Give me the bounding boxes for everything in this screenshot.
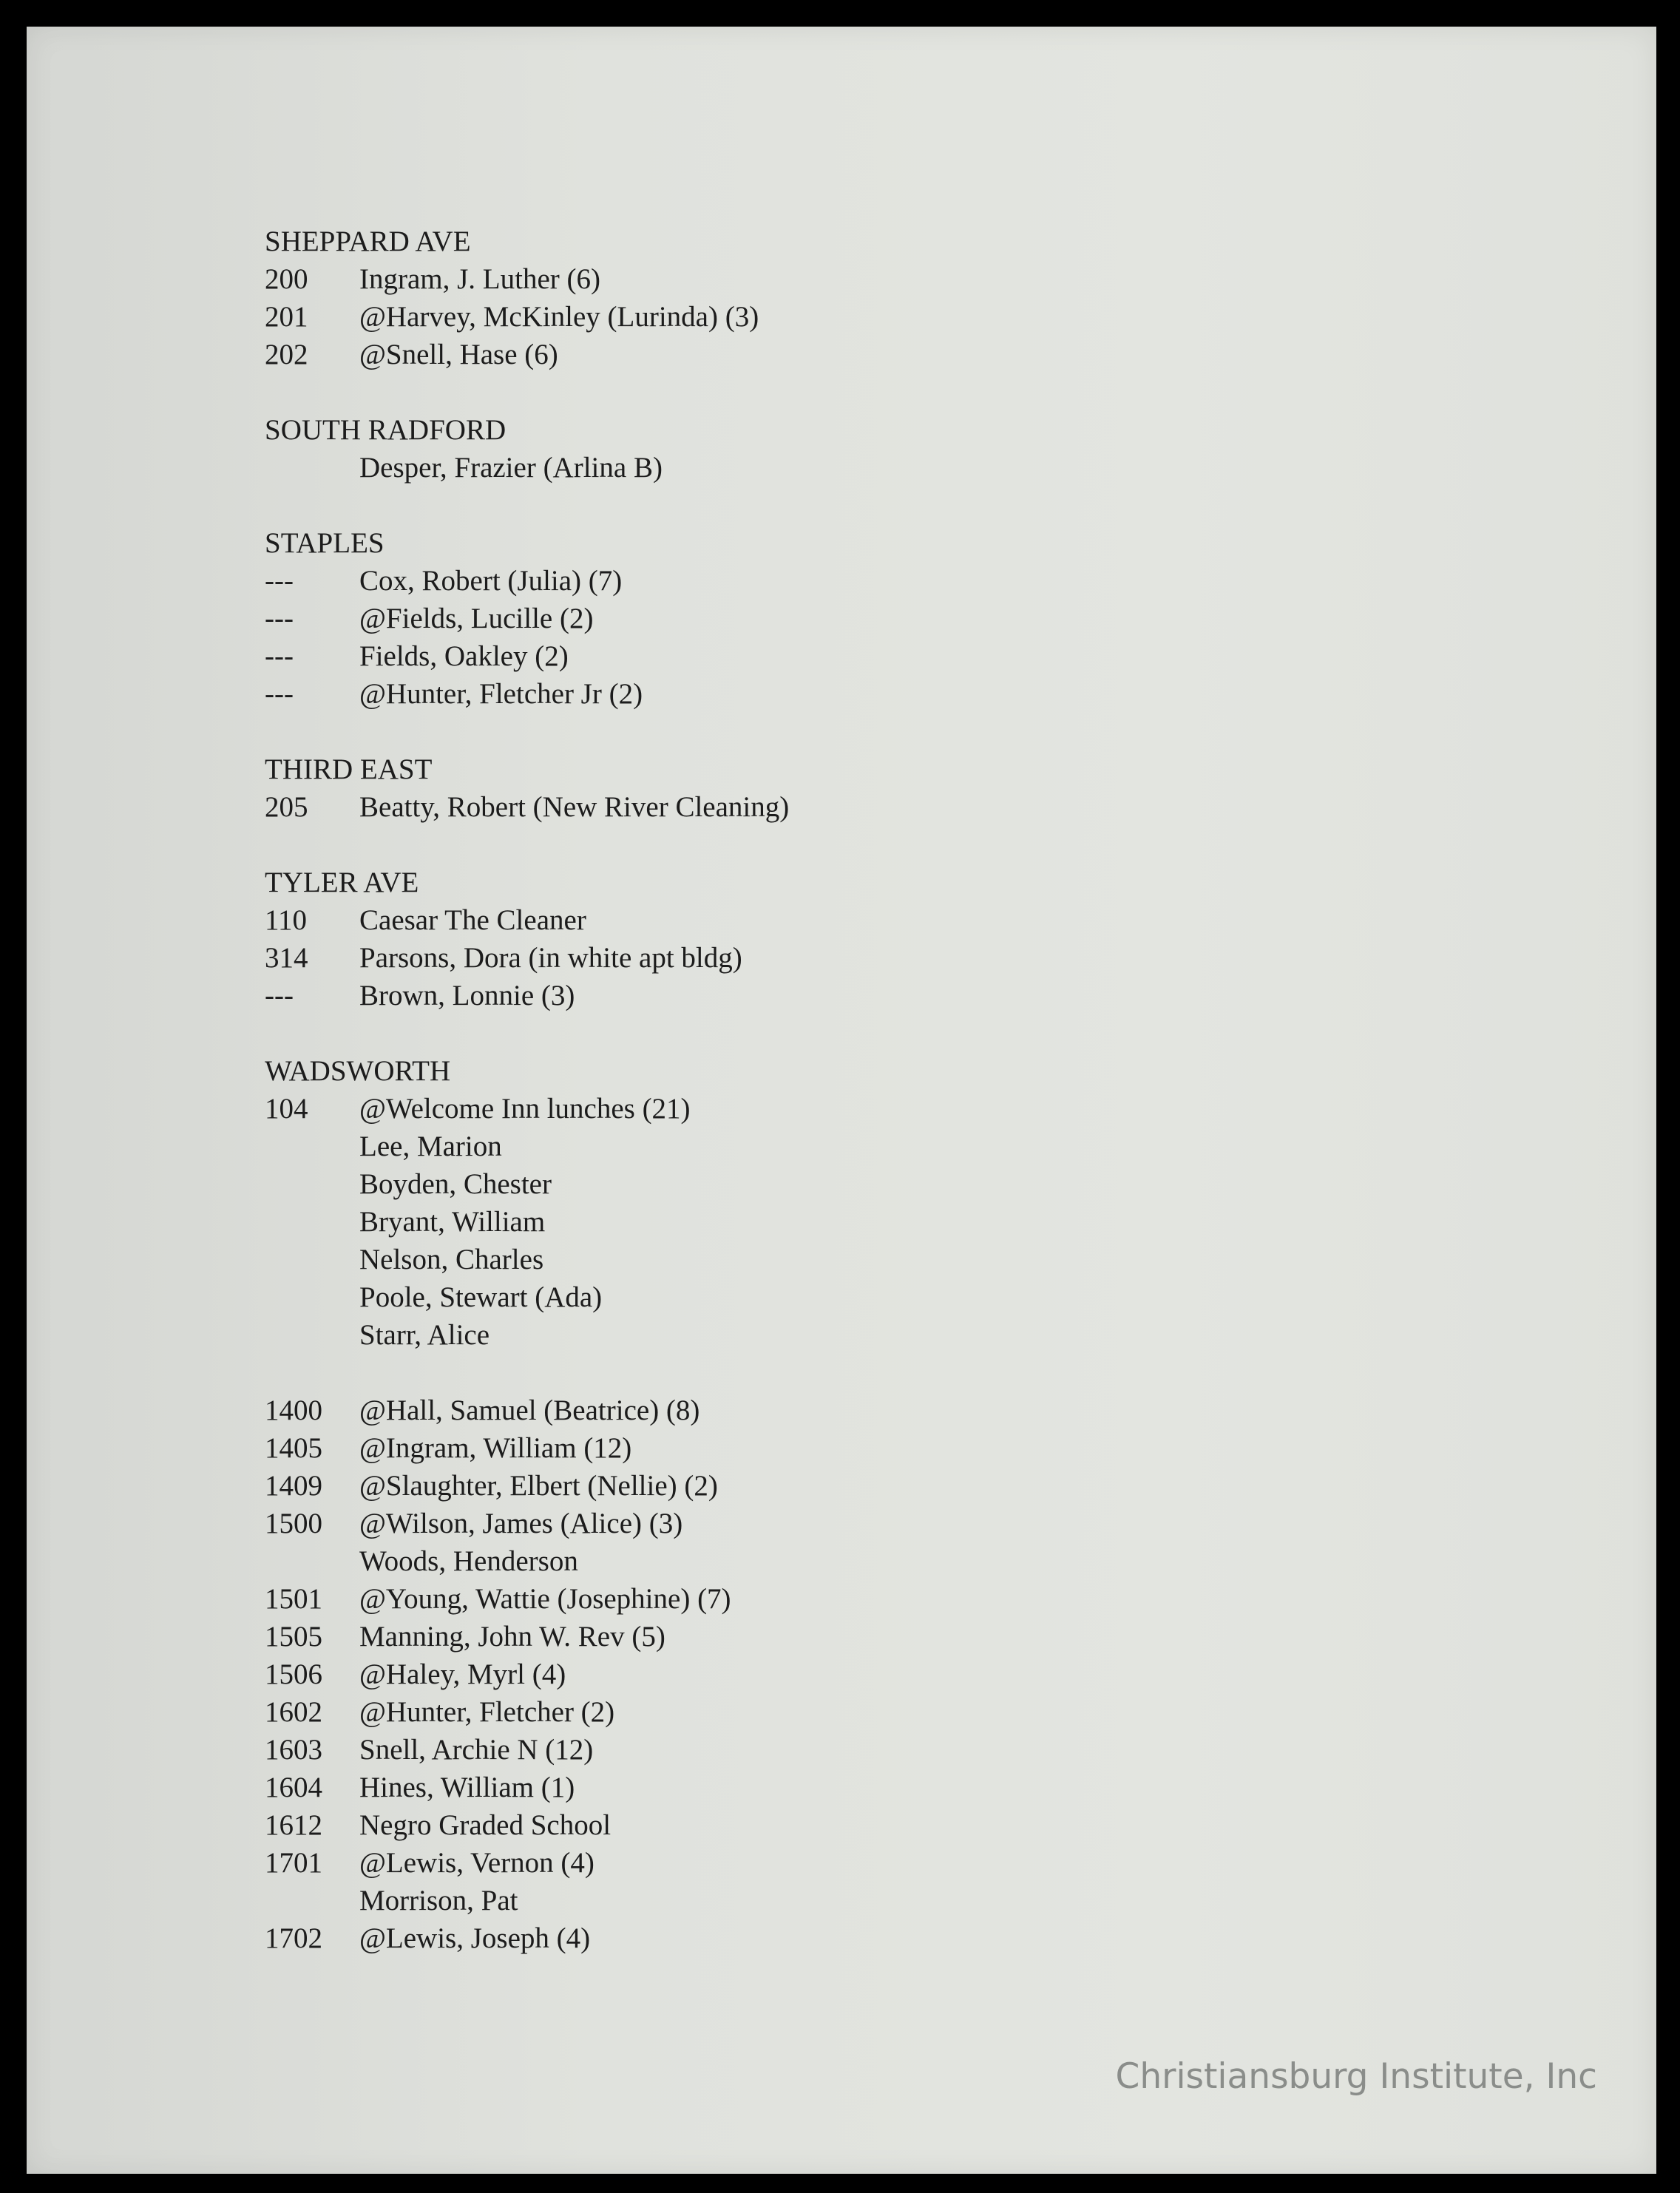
directory-entry: [265, 1769, 789, 1806]
directory-section: [265, 223, 789, 373]
directory-entry: [265, 1806, 789, 1844]
resident-name: Hines, William (1): [359, 1772, 575, 1803]
house-number: ---: [265, 640, 294, 672]
directory-entry: [265, 298, 789, 336]
directory-entry: [265, 562, 789, 600]
directory-entry: [265, 1844, 789, 1882]
resident-name: @Ingram, William (12): [359, 1432, 632, 1464]
house-number: [265, 1241, 359, 1278]
street-heading: SOUTH RADFORD: [265, 414, 507, 446]
street-heading: TYLER AVE: [265, 867, 419, 898]
house-number: ---: [265, 603, 294, 634]
house-number: 1400: [265, 1394, 322, 1426]
house-number: [265, 1203, 359, 1241]
house-number: 201: [265, 301, 308, 333]
resident-name: Manning, John W. Rev (5): [359, 1621, 665, 1653]
resident-name: Snell, Archie N (12): [359, 1734, 594, 1766]
house-number: [265, 449, 359, 487]
house-number: 1501: [265, 1583, 322, 1615]
directory-section: [265, 524, 789, 713]
house-number: 1505: [265, 1621, 322, 1653]
resident-name: Woods, Henderson: [359, 1545, 578, 1577]
directory-entry: [265, 1392, 789, 1429]
resident-name: Negro Graded School: [359, 1809, 612, 1841]
resident-name: Lee, Marion: [359, 1131, 502, 1162]
resident-name: Bryant, William: [359, 1206, 546, 1238]
directory-entry: [265, 336, 789, 373]
house-number: 1603: [265, 1734, 322, 1766]
resident-name: @Hall, Samuel (Beatrice) (8): [359, 1394, 700, 1426]
resident-name: Parsons, Dora (in white apt bldg): [359, 942, 742, 974]
house-number: 314: [265, 942, 308, 974]
house-number: 205: [265, 791, 308, 823]
directory-entry: [265, 1429, 789, 1467]
house-number: 1701: [265, 1847, 322, 1879]
directory-entry: [265, 637, 789, 675]
street-heading: STAPLES: [265, 527, 385, 559]
directory-entry: [265, 1655, 789, 1693]
house-number: 1500: [265, 1508, 322, 1539]
house-number: [265, 1542, 359, 1580]
house-number: 110: [265, 904, 308, 936]
resident-name: @Lewis, Joseph (4): [359, 1922, 591, 1954]
directory-entry: [265, 1090, 789, 1128]
house-number: ---: [265, 678, 294, 710]
house-number: ---: [265, 980, 294, 1011]
resident-name: Cox, Robert (Julia) (7): [359, 565, 623, 597]
watermark: Christiansburg Institute, Inc: [1115, 2056, 1597, 2097]
directory-entry: [265, 1693, 789, 1731]
street-directory: [265, 223, 789, 1995]
entry-spacer: [265, 1354, 789, 1392]
house-number: [265, 1316, 359, 1354]
house-number: ---: [265, 565, 294, 597]
house-number: 202: [265, 339, 308, 370]
directory-section: [265, 1052, 789, 1957]
resident-name: @Lewis, Vernon (4): [359, 1847, 595, 1879]
resident-name: @Hunter, Fletcher Jr (2): [359, 678, 643, 710]
resident-name: Caesar The Cleaner: [359, 904, 586, 936]
house-number: 1405: [265, 1432, 322, 1464]
directory-entry: [265, 901, 789, 939]
resident-name: Ingram, J. Luther (6): [359, 263, 600, 295]
directory-entry: [265, 1278, 789, 1316]
directory-entry: [265, 260, 789, 298]
directory-entry: [265, 1618, 789, 1655]
resident-name: @Hunter, Fletcher (2): [359, 1696, 615, 1728]
directory-entry: [265, 1316, 789, 1354]
resident-name: @Welcome Inn lunches (21): [359, 1093, 691, 1125]
directory-section: [265, 411, 789, 487]
directory-entry: [265, 977, 789, 1014]
resident-name: Desper, Frazier (Arlina B): [359, 452, 663, 484]
directory-entry: [265, 1731, 789, 1769]
house-number: 104: [265, 1093, 308, 1125]
street-heading: SHEPPARD AVE: [265, 226, 471, 257]
directory-entry: [265, 1580, 789, 1618]
resident-name: @Haley, Myrl (4): [359, 1658, 566, 1690]
house-number: 200: [265, 263, 308, 295]
house-number: [265, 1278, 359, 1316]
resident-name: @Snell, Hase (6): [359, 339, 558, 370]
resident-name: @Fields, Lucille (2): [359, 603, 594, 634]
resident-name: Nelson, Charles: [359, 1244, 544, 1275]
house-number: [265, 1165, 359, 1203]
house-number: [265, 1882, 359, 1919]
resident-name: Brown, Lonnie (3): [359, 980, 575, 1011]
street-heading: WADSWORTH: [265, 1055, 451, 1087]
directory-entry: [265, 1919, 789, 1957]
resident-name: @Harvey, McKinley (Lurinda) (3): [359, 301, 759, 333]
directory-entry: [265, 1203, 789, 1241]
resident-name: Starr, Alice: [359, 1319, 490, 1351]
directory-entry: [265, 1882, 789, 1919]
house-number: 1506: [265, 1658, 322, 1690]
resident-name: Boyden, Chester: [359, 1168, 552, 1200]
resident-name: Beatty, Robert (New River Cleaning): [359, 791, 790, 823]
house-number: [265, 1128, 359, 1165]
directory-entry: [265, 600, 789, 637]
directory-entry: [265, 939, 789, 977]
resident-name: @Young, Wattie (Josephine) (7): [359, 1583, 731, 1615]
directory-entry: [265, 675, 789, 713]
resident-name: Morrison, Pat: [359, 1885, 518, 1916]
house-number: 1409: [265, 1470, 322, 1502]
directory-entry: [265, 1505, 789, 1542]
directory-section: [265, 864, 789, 1014]
directory-entry: [265, 1542, 789, 1580]
directory-section: [265, 750, 789, 826]
street-heading: THIRD EAST: [265, 753, 433, 785]
house-number: 1604: [265, 1772, 322, 1803]
house-number: 1602: [265, 1696, 322, 1728]
resident-name: @Slaughter, Elbert (Nellie) (2): [359, 1470, 718, 1502]
directory-entry: [265, 788, 789, 826]
directory-entry: [265, 1241, 789, 1278]
directory-entry: [265, 1165, 789, 1203]
house-number: 1612: [265, 1809, 322, 1841]
house-number: 1702: [265, 1922, 322, 1954]
resident-name: Fields, Oakley (2): [359, 640, 569, 672]
directory-entry: [265, 449, 789, 487]
resident-name: Poole, Stewart (Ada): [359, 1281, 603, 1313]
resident-name: @Wilson, James (Alice) (3): [359, 1508, 683, 1539]
directory-entry: [265, 1128, 789, 1165]
document-page: [27, 27, 1656, 2174]
directory-entry: [265, 1467, 789, 1505]
